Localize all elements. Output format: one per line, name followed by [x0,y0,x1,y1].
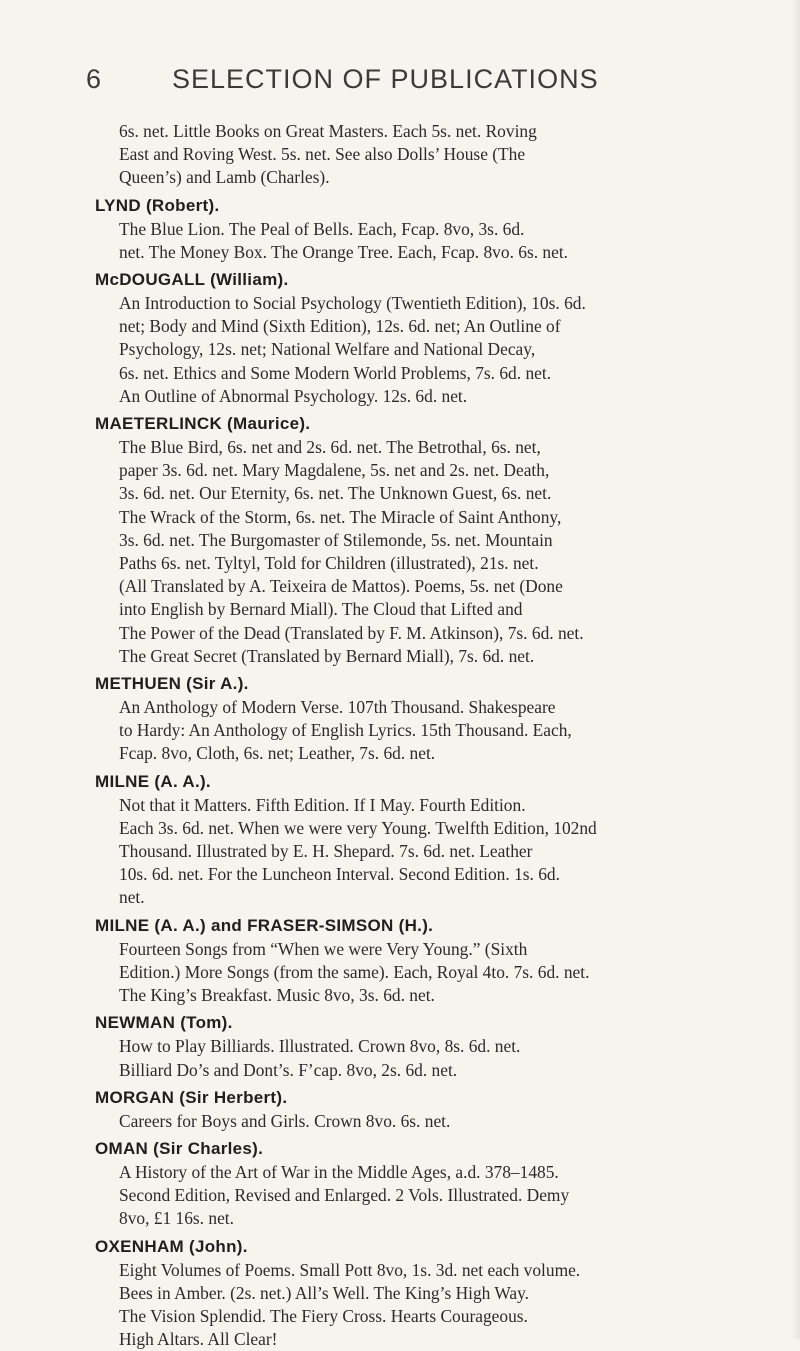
author-heading: METHUEN (Sir A.). [95,674,249,694]
author-heading: McDOUGALL (William). [95,270,289,290]
entry-text-line: Each 3s. 6d. net. When we were very Young. Twelfth Edition, 102nd [119,817,597,838]
entry-text-line: 3s. 6d. net. The Burgomaster of Stilemonde, 5s. net. Mountain [119,529,553,550]
entry-text-line: Careers for Boys and Girls. Crown 8vo. 6s. net. [119,1110,451,1131]
entry-text-line: 3s. 6d. net. Our Eternity, 6s. net. The Unknown Guest, 6s. net. [119,483,552,504]
author-heading: LYND (Robert). [95,195,220,215]
entry-text-line: Queen’s) and Lamb (Charles). [119,167,330,188]
entry-text-line: 6s. net. Ethics and Some Modern World Problems, 7s. 6d. net. [119,362,552,383]
author-heading: OXENHAM (John). [95,1236,248,1256]
author-heading: MORGAN (Sir Herbert). [95,1087,288,1107]
entry-text-line: (All Translated by A. Teixeira de Mattos). Poems, 5s. net (Done [119,576,563,597]
entry-text-line: How to Play Billiards. Illustrated. Crown 8vo, 8s. 6d. net. [119,1036,521,1057]
entry-text-line: The King’s Breakfast. Music 8vo, 3s. 6d. net. [119,985,435,1006]
entry-text-line: The Wrack of the Storm, 6s. net. The Miracle of Saint Anthony, [119,506,562,527]
page-edge-shadow [792,0,800,1339]
entry-text-line: Fourteen Songs from “When we were Very Young.” (Sixth [119,938,528,959]
author-heading: NEWMAN (Tom). [95,1013,233,1033]
page-header [86,64,770,95]
entry-text-line: Second Edition, Revised and Enlarged. 2 Vols. Illustrated. Demy [119,1185,570,1206]
entry-text-line: Billiard Do’s and Dont’s. F’cap. 8vo, 2s. 6d. net. [119,1059,458,1080]
entry-text-line: Psychology, 12s. net; National Welfare and National Decay, [119,339,536,360]
entry-text-line: net. The Money Box. The Orange Tree. Each, Fcap. 8vo. 6s. net. [119,241,569,262]
entry-text-line: The Vision Splendid. The Fiery Cross. Hearts Courageous. [119,1305,528,1326]
entry-text-line: East and Roving West. 5s. net. See also Dolls’ House (The [119,144,526,165]
author-heading: MILNE (A. A.). [95,771,211,791]
entry-text-line: 8vo, £1 16s. net. [119,1208,234,1229]
entry-text-line: The Great Secret (Translated by Bernard Miall), 7s. 6d. net. [119,645,535,666]
entry-text-line: An Anthology of Modern Verse. 107th Thousand. Shakespeare [119,697,556,718]
entry-text-line: 10s. 6d. net. For the Luncheon Interval. Second Edition. 1s. 6d. [119,864,560,885]
entry-text-line: net; Body and Mind (Sixth Edition), 12s. 6d. net; An Outline of [119,316,561,337]
entry-text-line: Thousand. Illustrated by E. H. Shepard. 7s. 6d. net. Leather [119,841,533,862]
entry-text-line: Bees in Amber. (2s. net.) All’s Well. The King’s High Way. [119,1282,530,1303]
entry-text-line: An Introduction to Social Psychology (Twentieth Edition), 10s. 6d. [119,293,586,314]
running-title: SELECTION OF PUBLICATIONS [172,64,599,94]
entry-text-line: Paths 6s. net. Tyltyl, Told for Children (illustrated), 21s. net. [119,553,539,574]
entry-text-line: paper 3s. 6d. net. Mary Magdalene, 5s. net and 2s. net. Death, [119,460,550,481]
author-heading: MAETERLINCK (Maurice). [95,414,311,434]
entry-text-line: A History of the Art of War in the Middle Ages, a.d. 378–1485. [119,1161,559,1182]
entry-text-line: The Power of the Dead (Translated by F. M. Atkinson), 7s. 6d. net. [119,622,584,643]
entry-text-line: The Blue Bird, 6s. net and 2s. 6d. net. The Betrothal, 6s. net, [119,437,541,458]
entry-text-line: High Altars. All Clear! [119,1329,278,1350]
entry-text-line: Edition.) More Songs (from the same). Each, Royal 4to. 7s. 6d. net. [119,961,590,982]
entry-text-line: into English by Bernard Miall). The Cloud that Lifted and [119,599,523,620]
entry-text-line: Eight Volumes of Poems. Small Pott 8vo, 1s. 3d. net each volume. [119,1259,581,1280]
author-heading: MILNE (A. A.) and FRASER-SIMSON (H.). [95,915,434,935]
entry-text-line: An Outline of Abnormal Psychology. 12s. 6d. net. [119,385,468,406]
entry-text-line: Not that it Matters. Fifth Edition. If I May. Fourth Edition. [119,794,526,815]
page-number: 6 [86,64,103,94]
entry-text-line: 6s. net. Little Books on Great Masters. Each 5s. net. Roving [119,121,537,141]
entry-text-line: Fcap. 8vo, Cloth, 6s. net; Leather, 7s. 6d. net. [119,743,436,764]
entry-text-line: net. [119,887,145,908]
publication-list [95,120,755,1351]
author-heading: OMAN (Sir Charles). [95,1138,264,1158]
entry-text-line: to Hardy: An Anthology of English Lyrics. 15th Thousand. Each, [119,720,572,741]
entry-text-line: The Blue Lion. The Peal of Bells. Each, Fcap. 8vo, 3s. 6d. [119,218,525,239]
